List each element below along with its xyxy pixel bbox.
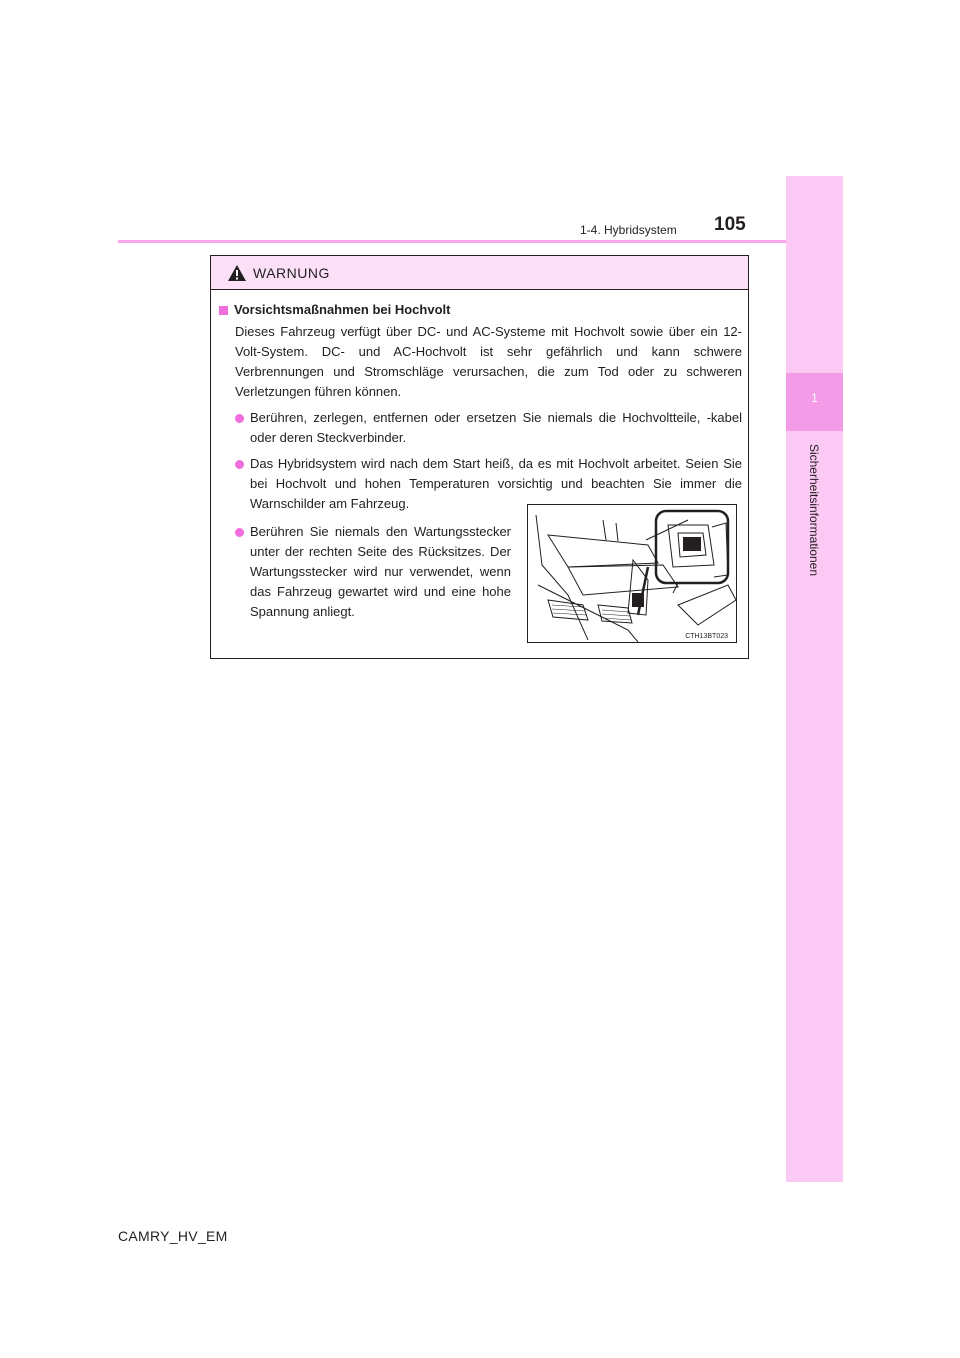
bullet-dot-icon (235, 460, 244, 469)
warning-box (210, 255, 749, 659)
page-number: 105 (714, 214, 746, 235)
service-plug-illustration (527, 504, 737, 643)
bullet-dot-icon (235, 528, 244, 537)
bullet-text: Das Hybridsystem wird nach dem Start heiß, da es mit Hochvolt arbeitet. Seien Sie bei Hochvolt und hohen Temperaturen vorsichtig und beachten Sie immer die Warnschilder am Fahrzeug. (250, 456, 742, 511)
bullet-dot-icon (235, 414, 244, 423)
warning-triangle-icon (227, 264, 247, 282)
bullet-item (235, 522, 511, 622)
service-plug-drawing (528, 505, 736, 642)
warning-paragraph: Dieses Fahrzeug verfügt über DC- und AC-Systeme mit Hochvolt sowie über ein 12-Volt-System. DC- und AC-Hochvolt ist sehr gefährlich und kann schwere Verbrennungen und Stromschläge verursachen, die zum Tod oder zu schweren Verletzungen führen können. (235, 324, 742, 399)
section-title: 1-4. Hybridsystem (580, 223, 677, 237)
figure-caption: CTH13BT023 (685, 633, 728, 640)
header-rule (118, 240, 786, 243)
bullet-text: Berühren Sie niemals den Wartungsstecker unter der rechten Seite des Rücksitzes. Der Wartungsstecker wird nur verwendet, wenn das Fahrzeug gewartet wird und eine hohe Spannung anliegt. (250, 524, 511, 619)
side-tab (786, 176, 843, 1182)
side-tab-number: 1 (811, 391, 818, 405)
bullet-item (235, 408, 742, 448)
warning-header (211, 256, 748, 290)
warning-heading-text: Vorsichtsmaßnahmen bei Hochvolt (234, 302, 451, 317)
square-bullet-icon (219, 306, 228, 315)
warning-heading (219, 300, 742, 320)
side-tab-title: Sicherheitsinformationen (807, 443, 821, 577)
bullet-text: Berühren, zerlegen, entfernen oder ersetzen Sie niemals die Hochvoltteile, -kabel oder deren Steckverbinder. (250, 410, 742, 445)
footer-code: CAMRY_HV_EM (118, 1228, 228, 1244)
warning-title: WARNUNG (253, 264, 330, 281)
